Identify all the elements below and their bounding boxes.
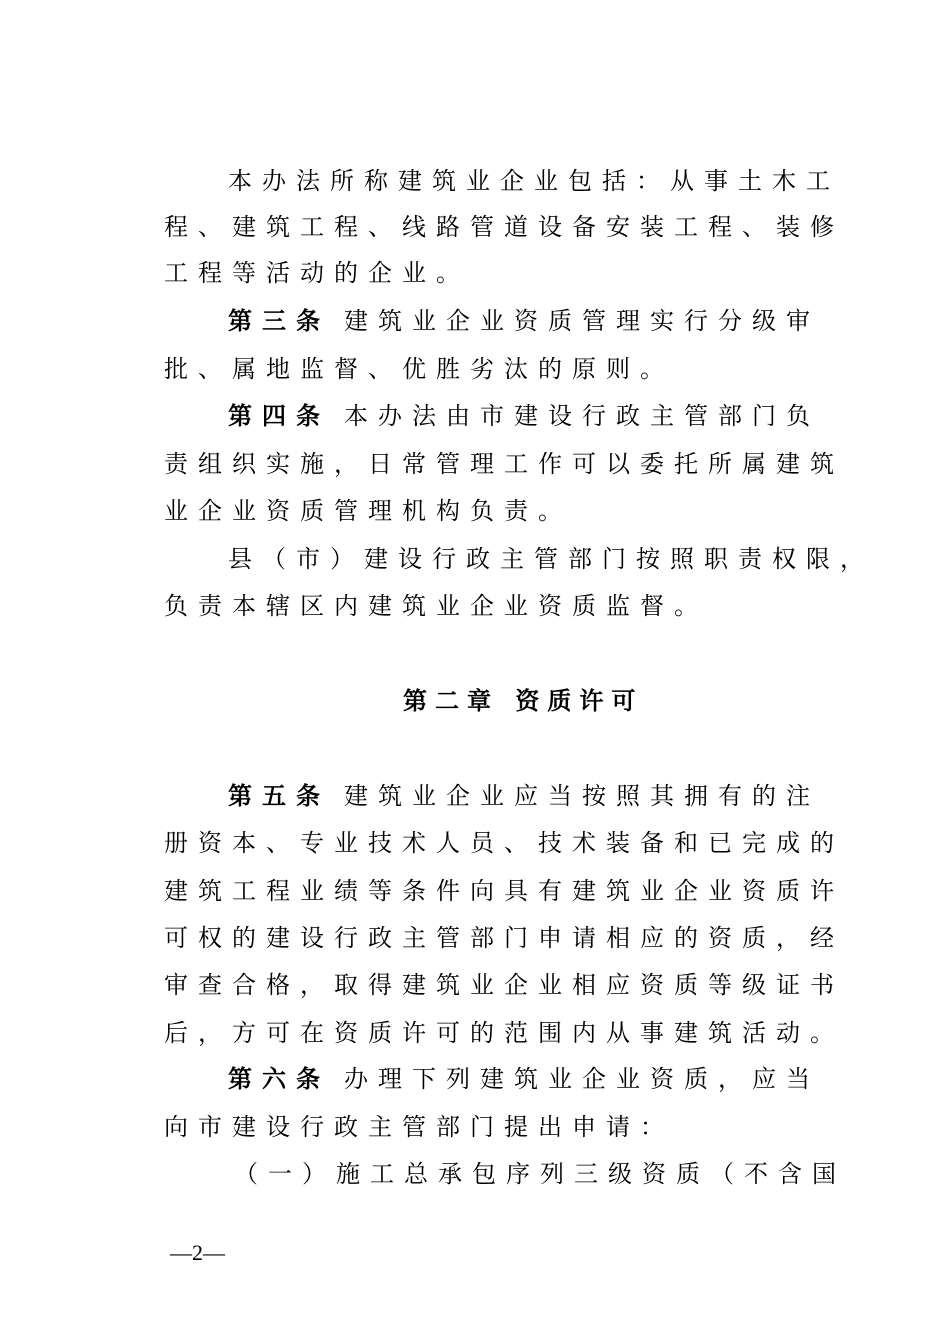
page-number: —2—	[170, 1240, 225, 1265]
text-line: 建筑工程业绩等条件向具有建筑业企业资质许	[164, 877, 844, 905]
text-span: 本办法由市建设行政主管部门负	[344, 402, 820, 430]
text-line: 批、属地监督、优胜劣汰的原则。	[164, 355, 674, 383]
text-line: 县（市）建设行政主管部门按照职责权限，	[228, 545, 874, 573]
text-line: 工程等活动的企业。	[164, 259, 470, 287]
text-line: 业企业资质管理机构负责。	[164, 497, 572, 525]
text-line: 可权的建设行政主管部门申请相应的资质，经	[164, 924, 844, 952]
text-span: 建筑业企业资质管理实行分级审	[344, 307, 820, 335]
text-line: 负责本辖区内建筑业企业资质监督。	[164, 592, 708, 620]
article-6-line	[228, 1064, 820, 1094]
text-line: 责组织实施，日常管理工作可以委托所属建筑	[164, 450, 844, 478]
article-4-line	[228, 401, 820, 431]
article-5-heading: 第五条	[228, 782, 330, 810]
text-line: 后，方可在资质许可的范围内从事建筑活动。	[164, 1019, 844, 1047]
article-3-line	[228, 306, 820, 336]
article-4-heading: 第四条	[228, 402, 330, 430]
chapter-heading: 第二章 资质许可	[403, 687, 644, 715]
text-line: 审查合格，取得建筑业企业相应资质等级证书	[164, 971, 844, 999]
text-span: 建筑业企业应当按照其拥有的注	[344, 782, 820, 810]
article-5-line	[228, 781, 820, 811]
text-line: 程、建筑工程、线路管道设备安装工程、装修	[164, 213, 844, 241]
article-3-heading: 第三条	[228, 307, 330, 335]
text-line: （一）施工总承包序列三级资质（不含国	[234, 1160, 846, 1188]
text-line: 册资本、专业技术人员、技术装备和已完成的	[164, 829, 844, 857]
text-span: 办理下列建筑业企业资质，应当	[344, 1065, 820, 1093]
article-6-heading: 第六条	[228, 1065, 330, 1093]
text-line: 向市建设行政主管部门提出申请：	[164, 1113, 674, 1141]
text-line: 本办法所称建筑业企业包括：从事土木工	[228, 167, 840, 195]
